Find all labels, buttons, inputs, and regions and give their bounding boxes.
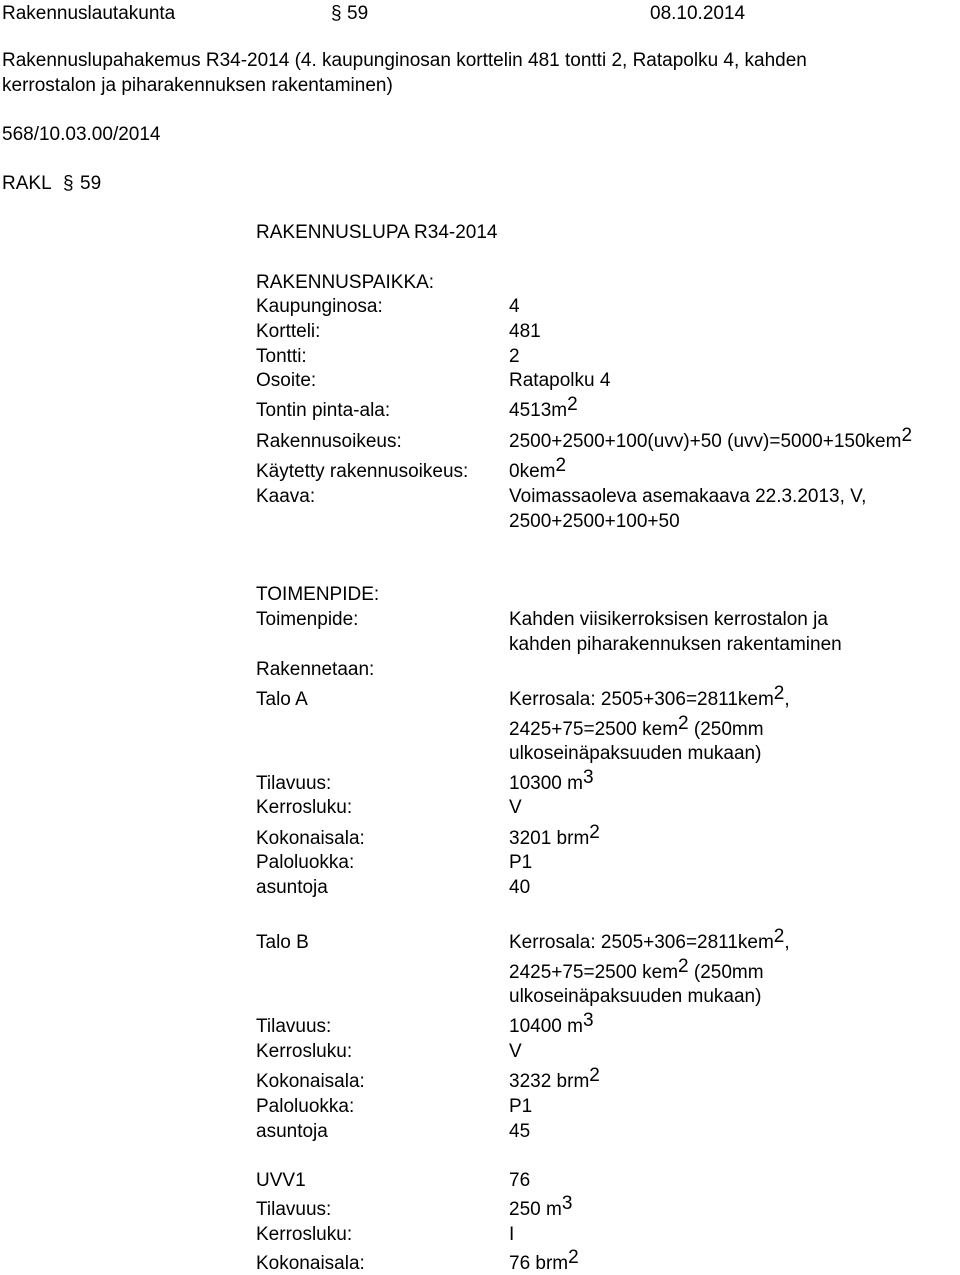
kortteli-value: 481 [509,321,541,342]
osoite-value: Ratapolku 4 [509,370,611,391]
kaupunginosa-value: 4 [509,296,520,317]
talo-b-kerrosluku-value: V [509,1041,522,1062]
talo-a-kokonaisala-value: 3201 brm$^2$ [509,822,600,849]
talo-b-kerrosala-line-3: ulkoseinäpaksuuden mukaan) [509,986,762,1007]
talo-b-asuntoja-value: 45 [509,1121,531,1142]
uvv1-tilavuus-label: Tilavuus: [256,1199,332,1220]
meeting-date: 08.10.2014 [650,3,746,24]
rakennusoikeus-label: Rakennusoikeus: [256,431,402,452]
talo-b-tilavuus-label: Tilavuus: [256,1016,332,1037]
kortteli-label: Kortteli: [256,321,321,342]
talo-a-kerrosluku-value: V [509,797,522,818]
document-title-line-2: kerrostalon ja piharakennuksen rakentaminen) [2,75,393,96]
rakennusoikeus-value: 2500+2500+100(uvv)+50 (uvv)=5000+150kem$^2$ [509,425,913,452]
toimenpide-label: Toimenpide: [256,609,359,630]
talo-a-kerrosala-line-3: ulkoseinäpaksuuden mukaan) [509,743,762,764]
uvv1-tilavuus-value: 250 $m^3$ [509,1193,573,1220]
rakl-number: 59 [80,173,102,194]
talo-a-kerrosala-line-2: 2425+75=2500 kem$^2$ (250mm [509,713,764,740]
tontti-label: Tontti: [256,346,307,367]
rakl-section-mark: § [63,173,74,194]
measure-heading: TOIMENPIDE: [256,584,380,605]
talo-a-kokonaisala-label: Kokonaisala: [256,828,365,849]
talo-b-kokonaisala-label: Kokonaisala: [256,1071,365,1092]
talo-a-tilavuus-value: 10300 $m^3$ [509,767,594,794]
talo-b-label: Talo B [256,932,309,953]
rakennetaan-label: Rakennetaan: [256,659,375,680]
kaupunginosa-label: Kaupunginosa: [256,296,383,317]
uvv1-kerrosluku-label: Kerrosluku: [256,1224,353,1245]
document-title-line-1: Rakennuslupahakemus R34-2014 (4. kaupunginosan korttelin 481 tontti 2, Ratapolku 4, kahden [2,50,807,71]
rakl-label: RAKL [2,173,52,194]
talo-a-kerrosluku-label: Kerrosluku: [256,797,353,818]
permit-title: RAKENNUSLUPA R34-2014 [256,222,498,243]
talo-b-kokonaisala-value: 3232 brm$^2$ [509,1065,600,1092]
talo-a-asuntoja-value: 40 [509,877,531,898]
talo-a-label: Talo A [256,689,308,710]
kaytetty-value: 0kem$^2$ [509,455,567,482]
kaava-value-line-2: 2500+2500+100+50 [509,511,680,532]
talo-a-kerrosala-line-1: Kerrosala: 2505+306=2811kem$^2$, [509,683,790,710]
talo-b-asuntoja-label: asuntoja [256,1121,328,1142]
talo-a-tilavuus-label: Tilavuus: [256,773,332,794]
reference-number: 568/10.03.00/2014 [2,124,161,145]
uvv1-kokonaisala-value: 76 brm$^2$ [509,1247,579,1274]
talo-a-paloluokka-label: Paloluokka: [256,852,355,873]
toimenpide-value-line-2: kahden piharakennuksen rakentaminen [509,634,842,655]
tontti-value: 2 [509,346,520,367]
site-heading: RAKENNUSPAIKKA: [256,272,435,293]
osoite-label: Osoite: [256,370,317,391]
pinta-ala-value: $4513m^2$ [509,394,578,421]
section-number: 59 [347,3,369,24]
section-mark: § [331,3,342,24]
talo-b-kerrosluku-label: Kerrosluku: [256,1041,353,1062]
uvv1-kokonaisala-label: Kokonaisala: [256,1253,365,1274]
talo-a-paloluokka-value: P1 [509,852,533,873]
talo-a-asuntoja-label: asuntoja [256,877,328,898]
committee-name: Rakennuslautakunta [2,3,176,24]
talo-b-kerrosala-line-1: Kerrosala: 2505+306=2811kem$^2$, [509,926,790,953]
kaava-label: Kaava: [256,486,316,507]
talo-b-paloluokka-label: Paloluokka: [256,1096,355,1117]
uvv1-value: 76 [509,1170,531,1191]
talo-b-tilavuus-value: 10400 $m^3$ [509,1010,594,1037]
uvv1-kerrosluku-value: I [509,1224,515,1245]
uvv1-label: UVV1 [256,1170,306,1191]
talo-b-paloluokka-value: P1 [509,1096,533,1117]
talo-b-kerrosala-line-2: 2425+75=2500 kem$^2$ (250mm [509,956,764,983]
kaava-value-line-1: Voimassaoleva asemakaava 22.3.2013, V, [509,486,867,507]
kaytetty-label: Käytetty rakennusoikeus: [256,461,469,482]
pinta-ala-label: Tontin pinta-ala: [256,400,391,421]
toimenpide-value-line-1: Kahden viisikerroksisen kerrostalon ja [509,609,828,630]
